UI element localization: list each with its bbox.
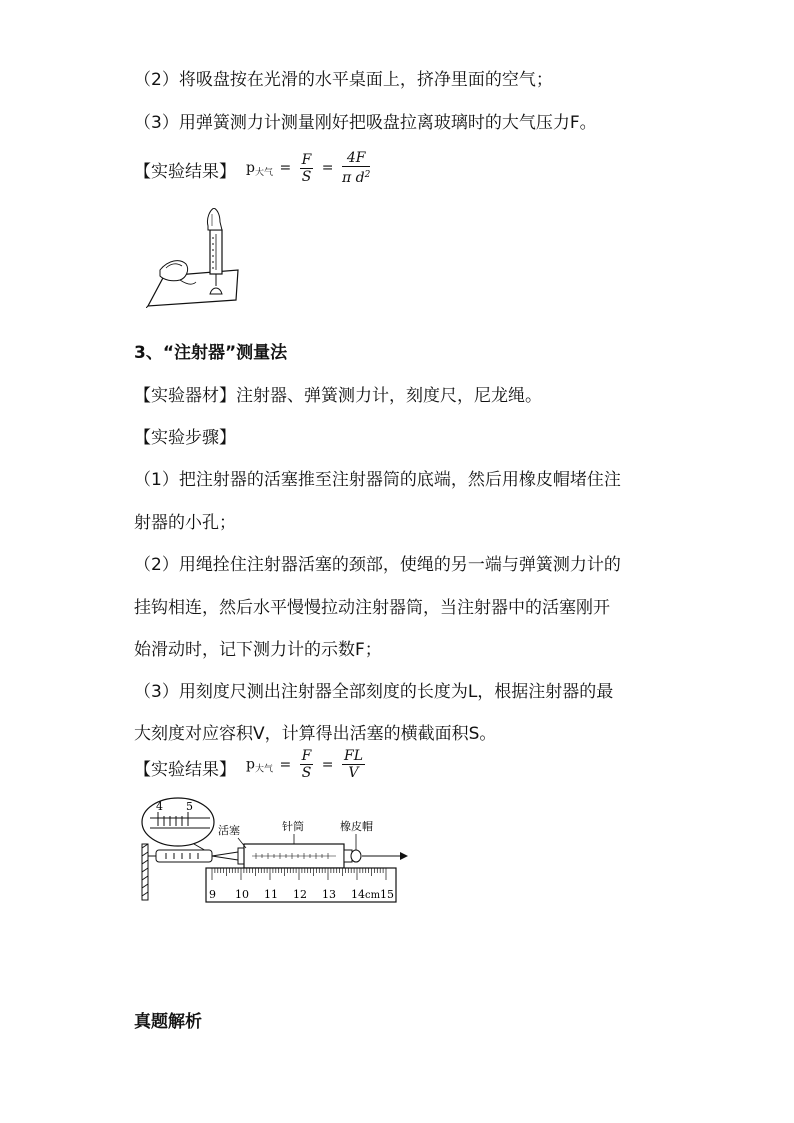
inset-tick-5: 5 — [186, 800, 193, 813]
rubber-cap — [351, 850, 361, 862]
ruler-label: 14 — [351, 888, 365, 901]
step-2-text: （2）将吸盘按在光滑的水平桌面上，挤净里面的空气； — [134, 70, 553, 90]
step-3-text: （3）用弹簧测力计测量刚好把吸盘拉离玻璃时的大气压力F。 — [134, 113, 597, 133]
result-label-2: 【实验结果】 — [134, 760, 236, 780]
step-2-line-b: 挂钩相连，然后水平慢慢拉动注射器筒，当注射器中的活塞刚开 — [134, 598, 610, 618]
label-cap: 橡皮帽 — [340, 820, 373, 833]
formula-2: $p_{大气}$ = $\frac{F}{S}$ = $\frac{FL}{V}$ — [246, 748, 363, 781]
ruler-unit: cm — [365, 890, 381, 901]
formula-1: $p_{大气}$ = $\frac{F}{S}$ = $\frac{4F}{\pi d^2}$ — [246, 150, 371, 186]
step-3-line-a: （3）用刻度尺测出注射器全部刻度的长度为L，根据注射器的最 — [134, 682, 614, 702]
label-piston: 活塞 — [218, 824, 240, 837]
spring-scale — [156, 850, 212, 862]
ruler-label: 10 — [235, 888, 249, 901]
footer-title: 真题解析 — [134, 1012, 202, 1032]
ruler-label: 12 — [293, 888, 307, 901]
steps-label: 【实验步骤】 — [134, 428, 236, 448]
ruler-label: 11 — [264, 888, 278, 901]
step-3-line-b: 大刻度对应容积V，计算得出活塞的横截面积S。 — [134, 724, 497, 744]
label-barrel: 针筒 — [282, 820, 304, 833]
section-heading: 3、“注射器”测量法 — [134, 343, 288, 363]
step-1-line-a: （1）把注射器的活塞推至注射器筒的底端，然后用橡皮帽堵住注 — [134, 470, 621, 490]
suction-cup-figure — [146, 208, 242, 308]
step-2-line-c: 始滑动时，记下测力计的示数F； — [134, 640, 382, 660]
ruler-label: 15 — [380, 888, 394, 901]
ruler-label: 9 — [209, 888, 216, 901]
inset-bubble — [142, 798, 214, 846]
syringe-figure — [138, 796, 418, 906]
materials-text: 【实验器材】注射器、弹簧测力计，刻度尺，尼龙绳。 — [134, 386, 542, 406]
inset-tick-4: 4 — [156, 800, 163, 813]
ruler-label: 13 — [322, 888, 336, 901]
result-label-1: 【实验结果】 — [134, 162, 236, 182]
step-2-line-a: （2）用绳拴住注射器活塞的颈部，使绳的另一端与弹簧测力计的 — [134, 555, 621, 575]
step-1-line-b: 射器的小孔； — [134, 513, 236, 533]
